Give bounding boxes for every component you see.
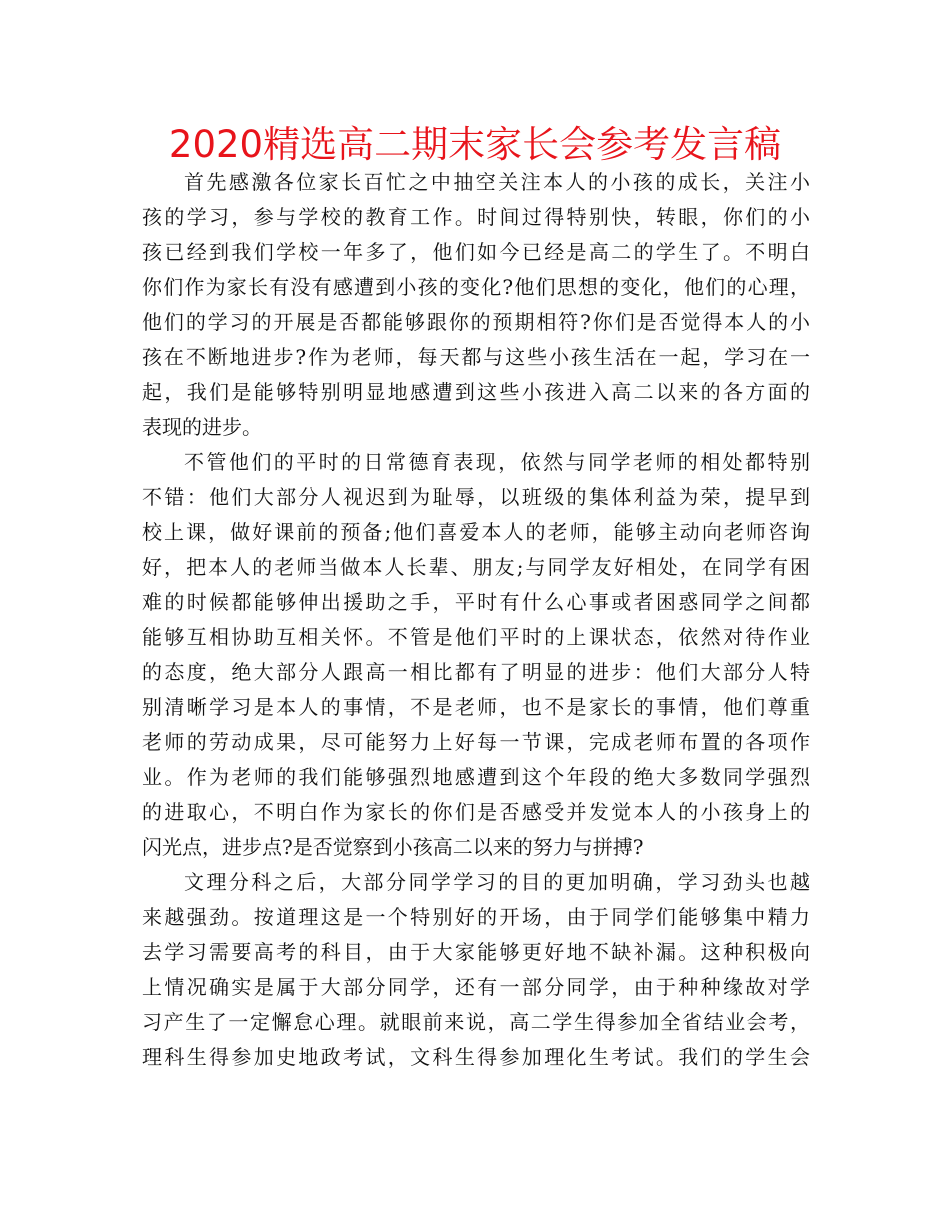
paragraph-3-line: 文理分科之后，大部分同学学习的目的更加明确，学习劲头也越 xyxy=(184,870,810,894)
paragraph-3-line: 去学习需要高考的科目，由于大家能够更好地不缺补漏。这种积极向 xyxy=(142,940,810,964)
paragraph-3-line: 理科生得参加史地政考试，文科生得参加理化生考试。我们的学生会 xyxy=(142,1045,810,1069)
paragraph-2-line: 业。作为老师的我们能够强烈地感遭到这个年段的绝大多数同学强烈 xyxy=(142,765,810,789)
paragraph-2-line: 闪光点，进步点?是否觉察到小孩高二以来的努力与拼搏? xyxy=(142,835,644,859)
paragraph-1-line: 孩已经到我们学校一年多了，他们如今已经是高二的学生了。不明白 xyxy=(142,240,810,264)
paragraph-1-line: 起，我们是能够特别明显地感遭到这些小孩进入高二以来的各方面的 xyxy=(142,380,810,404)
paragraph-2-line: 校上课，做好课前的预备;他们喜爱本人的老师，能够主动向老师咨询 xyxy=(142,520,810,544)
paragraph-2-line: 别清晰学习是本人的事情，不是老师，也不是家长的事情，他们尊重 xyxy=(142,695,810,719)
paragraph-3-line: 上情况确实是属于大部分同学，还有一部分同学，由于种种缘故对学 xyxy=(142,975,810,999)
paragraph-1-line: 表现的进步。 xyxy=(142,415,262,439)
paragraph-2-line: 不错：他们大部分人视迟到为耻辱，以班级的集体利益为荣，提早到 xyxy=(142,485,810,509)
paragraph-1-line: 孩的学习，参与学校的教育工作。时间过得特别快，转眼，你们的小 xyxy=(142,205,810,229)
paragraph-2-line: 能够互相协助互相关怀。不管是他们平时的上课状态，依然对待作业 xyxy=(142,625,810,649)
paragraph-2-line: 难的时候都能够伸出援助之手，平时有什么心事或者困惑同学之间都 xyxy=(142,590,810,614)
paragraph-2-line: 的进取心，不明白作为家长的你们是否感受并发觉本人的小孩身上的 xyxy=(142,800,810,824)
paragraph-1-line: 他们的学习的开展是否都能够跟你的预期相符?你们是否觉得本人的小 xyxy=(142,310,810,334)
paragraph-2-line: 老师的劳动成果，尽可能努力上好每一节课，完成老师布置的各项作 xyxy=(142,730,810,754)
paragraph-3-line: 习产生了一定懈怠心理。就眼前来说，高二学生得参加全省结业会考， xyxy=(142,1010,810,1034)
paragraph-1-line: 首先感激各位家长百忙之中抽空关注本人的小孩的成长，关注小 xyxy=(184,170,810,194)
document-body xyxy=(142,165,810,1075)
paragraph-1-line: 你们作为家长有没有感遭到小孩的变化?他们思想的变化，他们的心理， xyxy=(142,275,810,299)
paragraph-3-line: 来越强劲。按道理这是一个特别好的开场，由于同学们能够集中精力 xyxy=(142,905,810,929)
paragraph-2-line: 好，把本人的老师当做本人长辈、朋友;与同学友好相处，在同学有困 xyxy=(142,555,810,579)
document-title: 2020精选高二期末家长会参考发言稿 xyxy=(168,123,782,166)
paragraph-2-line: 的态度，绝大部分人跟高一相比都有了明显的进步：他们大部分人特 xyxy=(142,660,810,684)
paragraph-1-line: 孩在不断地进步?作为老师，每天都与这些小孩生活在一起，学习在一 xyxy=(142,345,810,369)
paragraph-2-line: 不管他们的平时的日常德育表现，依然与同学老师的相处都特别 xyxy=(184,450,810,474)
